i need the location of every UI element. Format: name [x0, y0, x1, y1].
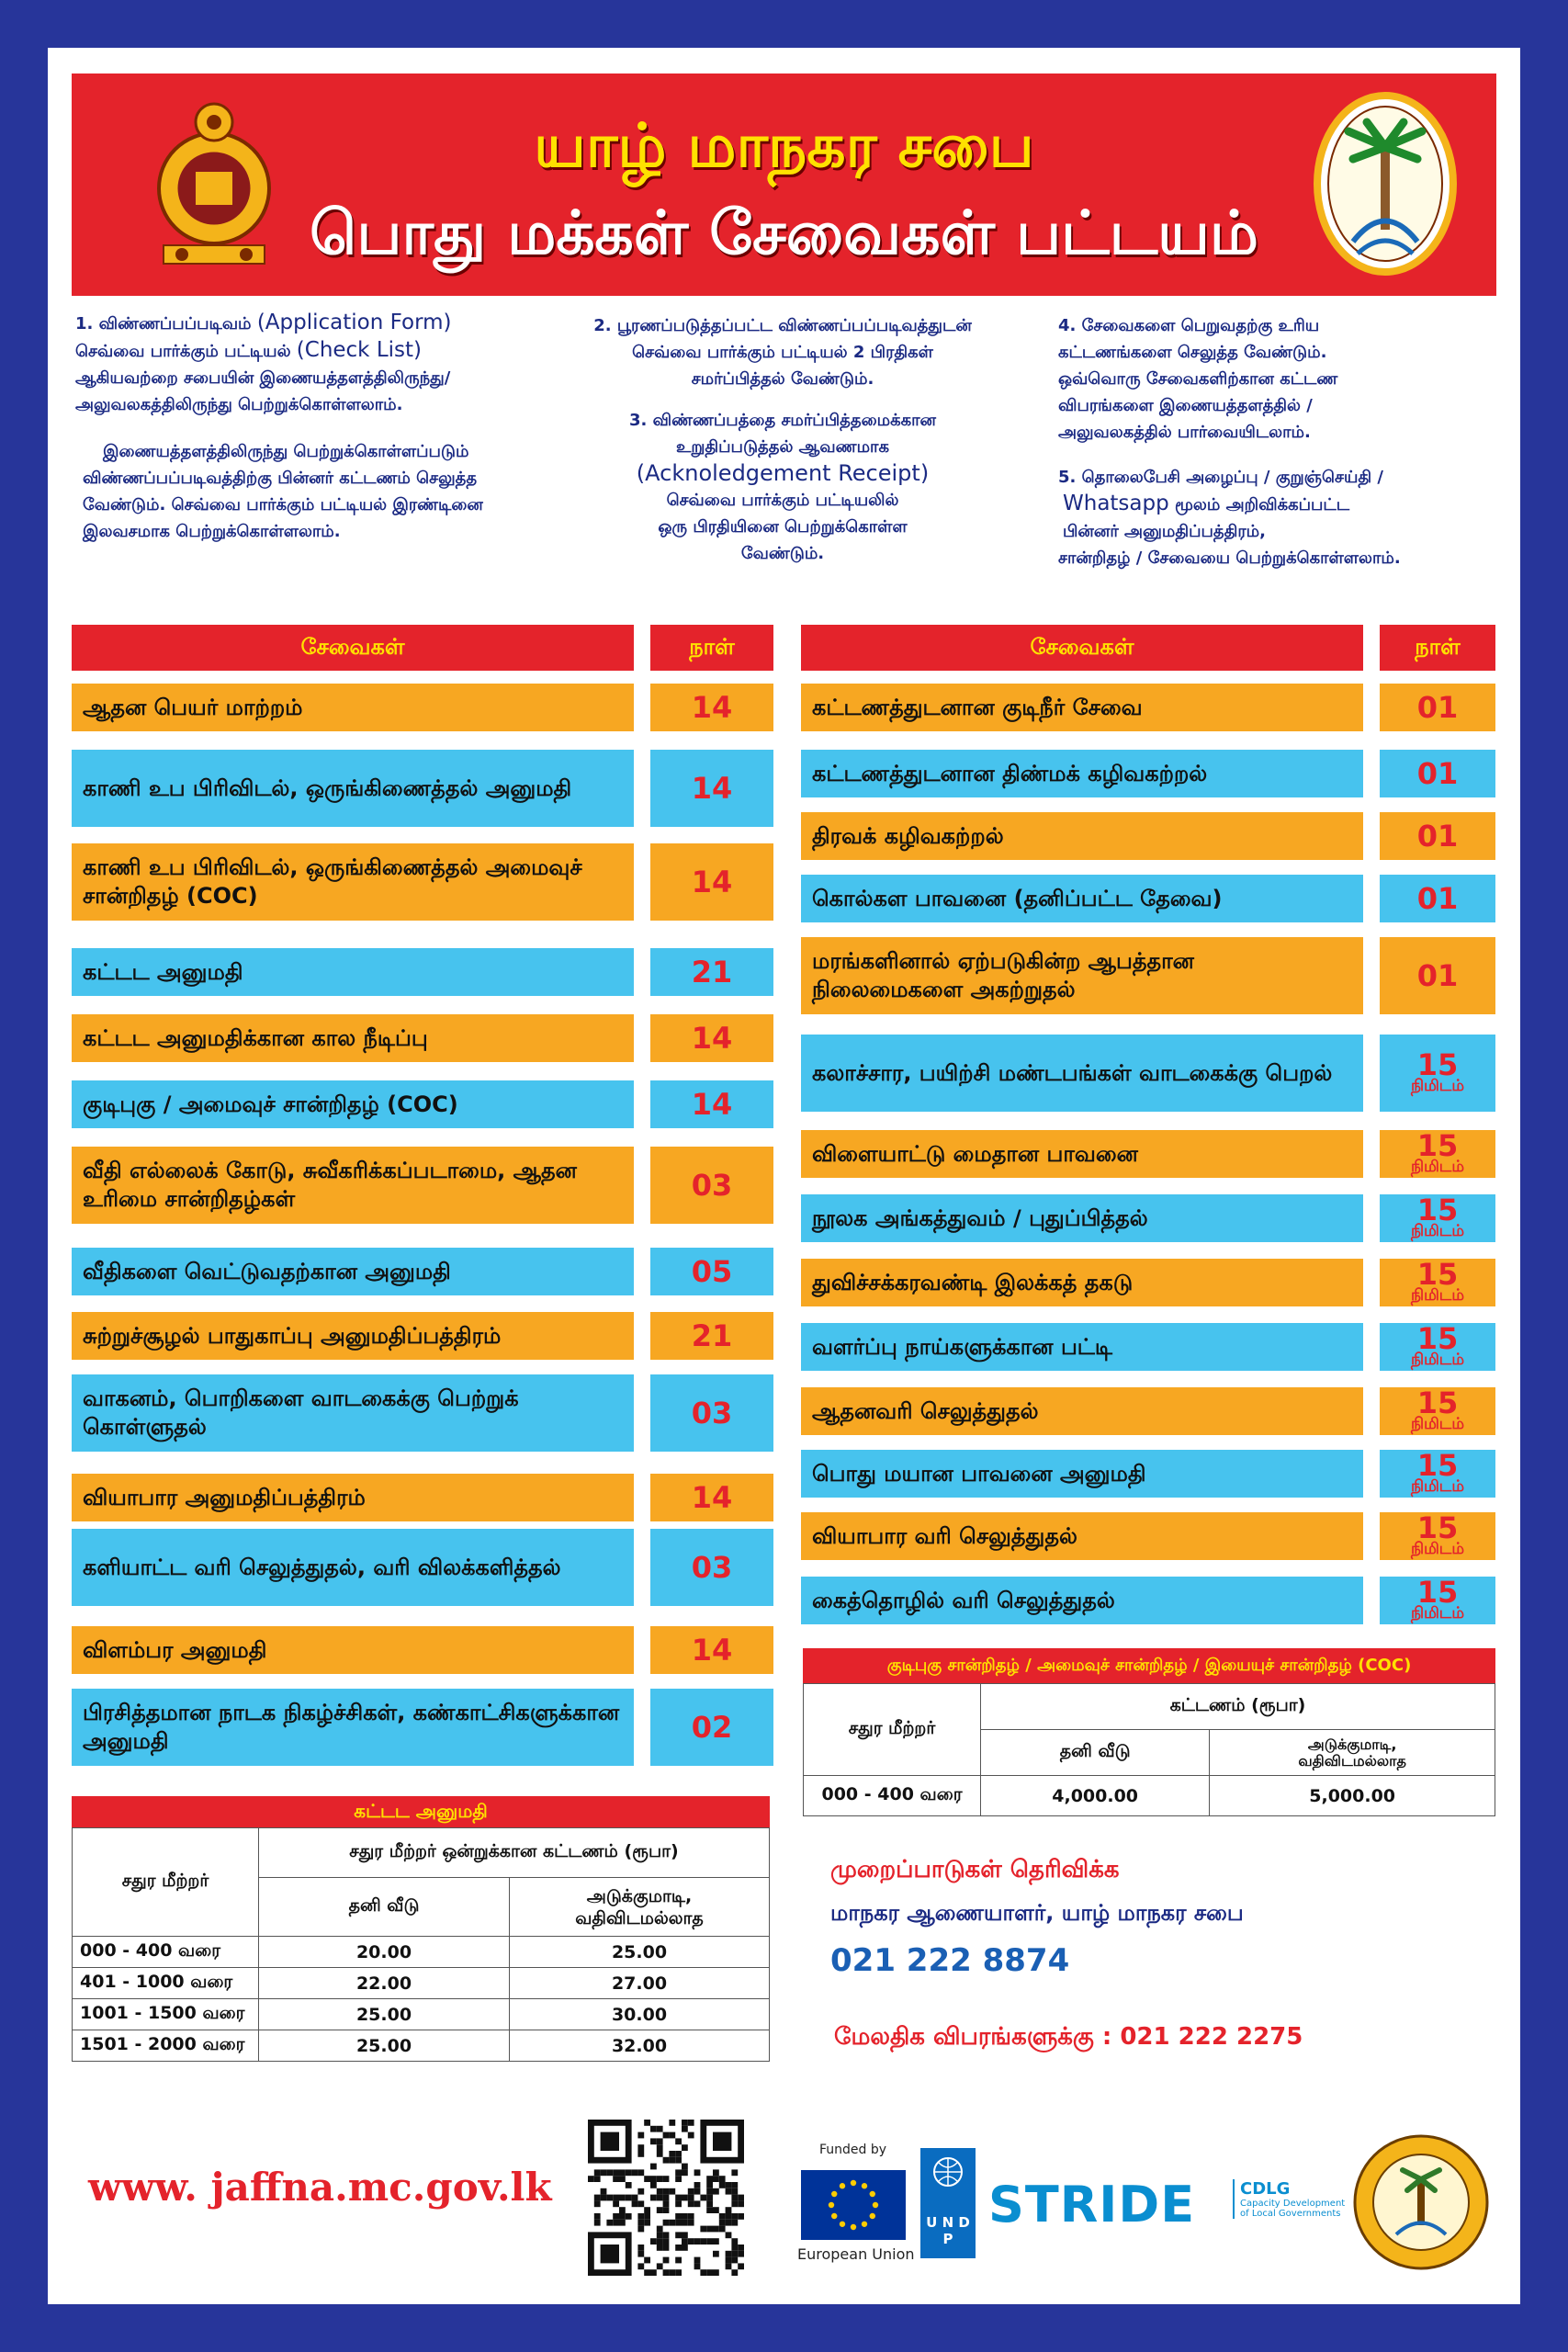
- service-days: [650, 1689, 773, 1766]
- days-value: 03: [691, 1396, 733, 1430]
- info-line: 3. விண்ணப்பத்தை சமர்ப்பித்தமைக்கான: [629, 411, 936, 430]
- days-value: 02: [691, 1710, 733, 1745]
- days-value: 15: [1416, 1257, 1459, 1292]
- service-days: [1380, 1130, 1495, 1178]
- info-line: சமர்ப்பித்தல் வேண்டும்.: [691, 369, 874, 389]
- header-banner: [72, 74, 1496, 296]
- apartment-header-line: வதிவிடமல்லாத: [575, 1907, 704, 1928]
- info-line: (Check List): [296, 338, 422, 362]
- table-row: [804, 1776, 1495, 1816]
- service-days: [1380, 812, 1495, 860]
- apartment-header: [510, 1878, 770, 1937]
- area-cell: 000 - 400 வரை: [73, 1937, 259, 1968]
- apartment-fee-cell: 27.00: [510, 1968, 770, 1999]
- days-value: 15: [1416, 1575, 1459, 1610]
- service-days: [1380, 1259, 1495, 1306]
- service-name: வளர்ப்பு நாய்களுக்கான பட்டி: [801, 1323, 1363, 1371]
- info-line: 2. பூரணப்படுத்தப்பட்ட விண்ணப்பப்படிவத்துடன்: [593, 316, 972, 335]
- service-days: [1380, 1450, 1495, 1498]
- service-days: [650, 1312, 773, 1360]
- apartment-fee-cell: 5,000.00: [1210, 1776, 1495, 1816]
- apartment-header-line: வதிவிடமல்லாத: [1298, 1751, 1406, 1770]
- service-days: [650, 1374, 773, 1452]
- info-line: பின்னர் அனுமதிப்பத்திரம்,: [1063, 522, 1267, 541]
- apartment-fee-cell: 32.00: [510, 2030, 770, 2062]
- area-cell: 1501 - 2000 வரை: [73, 2030, 259, 2062]
- info-column-1: [75, 310, 590, 545]
- service-name: மரங்களினால் ஏற்படுகின்ற ஆபத்தான நிலைமைகளை அகற்றுதல்: [801, 937, 1363, 1014]
- days-unit: நிமிடம்: [1410, 1158, 1465, 1176]
- days-value: 15: [1416, 1448, 1459, 1483]
- qr-code-icon: [588, 2120, 744, 2276]
- complaints-label: முறைப்பாடுகள் தெரிவிக்க: [830, 1856, 1120, 1883]
- cdlg-sub: of Local Governments: [1240, 2209, 1341, 2219]
- days-value: 03: [691, 1168, 733, 1203]
- house-header: தனி வீடு: [981, 1730, 1210, 1776]
- service-name: வாகனம், பொறிகளை வாடகைக்கு பெற்றுக் கொள்ளுதல்: [72, 1374, 634, 1452]
- days-value: 01: [1416, 690, 1459, 725]
- service-name: ஆதனவரி செலுத்துதல்: [801, 1387, 1363, 1435]
- service-days: [1380, 1035, 1495, 1112]
- days-value: 05: [691, 1254, 733, 1289]
- service-name: கைத்தொழில் வரி செலுத்துதல்: [801, 1577, 1363, 1624]
- days-value: 15: [1416, 1128, 1459, 1163]
- info-line: வேண்டும்.: [740, 544, 825, 563]
- days-value: 14: [691, 865, 733, 899]
- services-header-right: சேவைகள்: [801, 625, 1363, 671]
- days-value: 15: [1416, 1047, 1459, 1082]
- table-row: [73, 1968, 770, 1999]
- info-column-3: [1058, 312, 1517, 571]
- service-days: [650, 750, 773, 827]
- building-table-caption: கட்டட அனுமதி: [72, 1796, 770, 1827]
- office-label: மாநகர ஆணையாளர், யாழ் மாநகர சபை: [830, 1900, 1244, 1926]
- service-name: சுற்றுச்சூழல் பாதுகாப்பு அனுமதிப்பத்திரம்: [72, 1312, 634, 1360]
- building-fee-table: [72, 1827, 770, 2062]
- website-link[interactable]: www. jaffna.mc.gov.lk: [88, 2165, 552, 2210]
- info-line: கட்டணங்களை செலுத்த வேண்டும்.: [1058, 343, 1327, 362]
- days-value: 15: [1416, 1321, 1459, 1356]
- info-line: ஒவ்வொரு சேவைகளிற்கான கட்டண: [1058, 369, 1338, 389]
- cdlg-label: CDLG: [1240, 2179, 1291, 2199]
- days-unit: நிமிடம்: [1410, 1477, 1465, 1496]
- days-value: 15: [1416, 1385, 1459, 1420]
- info-line: விண்ணப்பப்படிவத்திற்கு பின்னர் கட்டணம் செலுத்த: [83, 469, 478, 488]
- service-name: பொது மயான பாவனை அனுமதி: [801, 1450, 1363, 1498]
- service-days: [1380, 1323, 1495, 1371]
- eu-label: European Union: [797, 2245, 915, 2263]
- days-header-left: நாள்: [650, 625, 773, 671]
- service-days: [650, 1626, 773, 1674]
- info-line: உறுதிப்படுத்தல் ஆவணமாக: [676, 437, 889, 457]
- info-line: சான்றிதழ் / சேவையை பெற்றுக்கொள்ளலாம்.: [1058, 548, 1401, 568]
- area-cell: 1001 - 1500 வரை: [73, 1999, 259, 2030]
- info-line: அலுவலகத்தில் பார்வையிடலாம்.: [1058, 423, 1311, 442]
- service-name: விளையாட்டு மைதான பாவனை: [801, 1130, 1363, 1178]
- info-line: 1. விண்ணப்பப்படிவம்: [75, 314, 257, 334]
- area-header: சதுர மீற்றர்: [73, 1828, 259, 1937]
- house-header: தனி வீடு: [259, 1878, 510, 1937]
- fee-header: சதுர மீற்றர் ஒன்றுக்கான கட்டணம் (ரூபா): [259, 1828, 770, 1878]
- service-days: [1380, 684, 1495, 731]
- more-info-phone[interactable]: 021 222 2275: [1120, 2023, 1303, 2051]
- house-fee-cell: 25.00: [259, 1999, 510, 2030]
- service-name: விளம்பர அனுமதி: [72, 1626, 634, 1674]
- apartment-header-line: அடுக்குமாடி,: [1307, 1735, 1397, 1753]
- service-days: [1380, 1512, 1495, 1560]
- funded-by-label: Funded by: [819, 2143, 887, 2157]
- area-header: சதுர மீற்றர்: [804, 1684, 981, 1776]
- service-days: [1380, 875, 1495, 922]
- info-line: இணையத்தளத்திலிருந்து பெற்றுக்கொள்ளப்படும்: [103, 442, 469, 461]
- apartment-header: [1210, 1730, 1495, 1776]
- days-header-right: நாள்: [1380, 625, 1495, 671]
- info-line: செவ்வை பார்க்கும் பட்டியல் 2 பிரதிகள்: [632, 343, 933, 362]
- service-days: [1380, 937, 1495, 1014]
- info-line: (Application Form): [256, 311, 452, 334]
- days-value: 14: [691, 771, 733, 806]
- service-name: வியாபார வரி செலுத்துதல்: [801, 1512, 1363, 1560]
- service-name: கட்டணத்துடனான திண்மக் கழிவகற்றல்: [801, 750, 1363, 797]
- days-unit: நிமிடம்: [1410, 1604, 1465, 1623]
- service-name: குடிபுகு / அமைவுச் சான்றிதழ் (COC): [72, 1080, 634, 1128]
- info-line: (Acknoledgement Receipt): [636, 460, 930, 486]
- days-value: 14: [691, 1087, 733, 1122]
- days-unit: நிமிடம்: [1410, 1415, 1465, 1433]
- service-days: [1380, 1194, 1495, 1242]
- info-line: 5. தொலைபேசி அழைப்பு / குறுஞ்செய்தி /: [1058, 468, 1383, 487]
- days-value: 21: [691, 955, 733, 989]
- info-line: ஒரு பிரதியினை பெற்றுக்கொள்ள: [658, 517, 908, 537]
- days-value: 15: [1416, 1193, 1459, 1227]
- info-line: ஆகியவற்றை சபையின் இணையத்தளத்திலிருந்து/: [75, 368, 451, 388]
- poster: [48, 48, 1520, 2304]
- service-name: கொல்கள பாவனை (தனிப்பட்ட தேவை): [801, 875, 1363, 922]
- service-days: [650, 1529, 773, 1606]
- info-line: செவ்வை பார்க்கும் பட்டியலில்: [666, 491, 899, 510]
- service-days: [650, 1014, 773, 1062]
- apartment-fee-cell: 25.00: [510, 1937, 770, 1968]
- cdlg-logo: [1233, 2179, 1345, 2219]
- days-value: 01: [1416, 881, 1459, 916]
- council-title: யாழ் மாநகர சபை: [534, 110, 1034, 181]
- house-fee-cell: 4,000.00: [981, 1776, 1210, 1816]
- area-cell: 401 - 1000 வரை: [73, 1968, 259, 1999]
- info-line: Whatsapp: [1063, 492, 1169, 515]
- service-name: காணி உப பிரிவிடல், ஒருங்கிணைத்தல் அமைவுச் சான்றிதழ் (COC): [72, 843, 634, 921]
- table-row: [73, 2030, 770, 2062]
- info-line: 4. சேவைகளை பெறுவதற்கு உரிய: [1058, 316, 1320, 335]
- service-days: [1380, 750, 1495, 797]
- days-value: 03: [691, 1550, 733, 1585]
- days-value: 21: [691, 1318, 733, 1353]
- service-name: காணி உப பிரிவிடல், ஒருங்கிணைத்தல் அனுமதி: [72, 750, 634, 827]
- undp-logo: [920, 2148, 976, 2258]
- service-name: கலாச்சார, பயிற்சி மண்டபங்கள் வாடகைக்கு பெறல்: [801, 1035, 1363, 1112]
- days-value: 01: [1416, 819, 1459, 854]
- stride-logo: STRIDE: [988, 2176, 1196, 2233]
- info-line: விபரங்களை இணையத்தளத்தில் /: [1058, 396, 1313, 415]
- days-unit: நிமிடம்: [1410, 1077, 1465, 1095]
- info-line: செவ்வை பார்க்கும் பட்டியல்: [75, 342, 297, 361]
- eu-flag-icon: [801, 2170, 906, 2240]
- info-line: வேண்டும். செவ்வை பார்க்கும் பட்டியல் இரண்டினை: [83, 495, 483, 514]
- service-days: [650, 684, 773, 731]
- service-name: துவிச்சக்கரவண்டி இலக்கத் தகடு: [801, 1259, 1363, 1306]
- service-name: வியாபார அனுமதிப்பத்திரம்: [72, 1474, 634, 1521]
- table-row: [73, 1937, 770, 1968]
- house-fee-cell: 25.00: [259, 2030, 510, 2062]
- undp-label: U N D P: [926, 2214, 970, 2247]
- days-value: 14: [691, 1021, 733, 1056]
- jaffna-mc-logo-icon: [1312, 90, 1459, 278]
- days-unit: நிமிடம்: [1410, 1222, 1465, 1240]
- house-fee-cell: 20.00: [259, 1937, 510, 1968]
- apartment-header-line: அடுக்குமாடி,: [586, 1885, 693, 1906]
- service-name: பிரசித்தமான நாடக நிகழ்ச்சிகள், கண்காட்சிகளுக்கான அனுமதி: [72, 1689, 634, 1766]
- service-days: [650, 1248, 773, 1295]
- service-name: நூலக அங்கத்துவம் / புதுப்பித்தல்: [801, 1194, 1363, 1242]
- service-name: வீதிகளை வெட்டுவதற்கான அனுமதி: [72, 1248, 634, 1295]
- service-days: [650, 1474, 773, 1521]
- service-name: களியாட்ட வரி செலுத்துதல், வரி விலக்களித்தல்: [72, 1529, 634, 1606]
- council-seal-icon: [1352, 2133, 1490, 2271]
- un-globe-icon: [931, 2155, 964, 2188]
- apartment-fee-cell: 30.00: [510, 1999, 770, 2030]
- days-unit: நிமிடம்: [1410, 1286, 1465, 1305]
- service-name: கட்டட அனுமதி: [72, 948, 634, 996]
- more-info: [834, 2023, 1303, 2053]
- days-value: 14: [691, 1633, 733, 1668]
- service-name: வீதி எல்லைக் கோடு, சுவீகரிக்கப்படாமை, ஆதன உரிமை சான்றிதழ்கள்: [72, 1147, 634, 1224]
- services-header-left: சேவைகள்: [72, 625, 634, 671]
- days-value: 15: [1416, 1510, 1459, 1545]
- info-line: அலுவலகத்திலிருந்து பெற்றுக்கொள்ளலாம்.: [75, 395, 403, 414]
- cdlg-sub: Capacity Development: [1240, 2199, 1346, 2209]
- fee-header: கட்டணம் (ரூபா): [981, 1684, 1495, 1730]
- days-unit: நிமிடம்: [1410, 1351, 1465, 1369]
- more-info-label: மேலதிக விபரங்களுக்கு :: [834, 2023, 1121, 2051]
- table-row: [73, 1999, 770, 2030]
- days-value: 14: [691, 1480, 733, 1515]
- coc-table-caption: குடிபுகு சான்றிதழ் / அமைவுச் சான்றிதழ் / இயையுச் சான்றிதழ் (COC): [803, 1648, 1495, 1683]
- info-column-2: [562, 312, 1003, 567]
- service-days: [1380, 1577, 1495, 1624]
- service-days: [650, 1080, 773, 1128]
- house-fee-cell: 22.00: [259, 1968, 510, 1999]
- service-days: [1380, 1387, 1495, 1435]
- service-name: ஆதன பெயர் மாற்றம்: [72, 684, 634, 731]
- coc-fee-table: [803, 1683, 1495, 1816]
- service-days: [650, 948, 773, 996]
- days-value: 01: [1416, 756, 1459, 791]
- info-line: மூலம் அறிவிக்கப்பட்ட: [1168, 495, 1350, 514]
- charter-title: பொது மக்கள் சேவைகள் பட்டயம்: [310, 198, 1258, 268]
- service-name: கட்டணத்துடனான குடிநீர் சேவை: [801, 684, 1363, 731]
- days-value: 14: [691, 690, 733, 725]
- service-days: [650, 1147, 773, 1224]
- info-line: இலவசமாக பெற்றுக்கொள்ளலாம்.: [83, 522, 341, 541]
- service-days: [650, 843, 773, 921]
- complaints-phone[interactable]: 021 222 8874: [830, 1942, 1070, 1979]
- service-name: கட்டட அனுமதிக்கான கால நீடிப்பு: [72, 1014, 634, 1062]
- days-unit: நிமிடம்: [1410, 1540, 1465, 1558]
- days-value: 01: [1416, 958, 1459, 993]
- area-cell: 000 - 400 வரை: [804, 1776, 981, 1816]
- service-name: திரவக் கழிவகற்றல்: [801, 812, 1363, 860]
